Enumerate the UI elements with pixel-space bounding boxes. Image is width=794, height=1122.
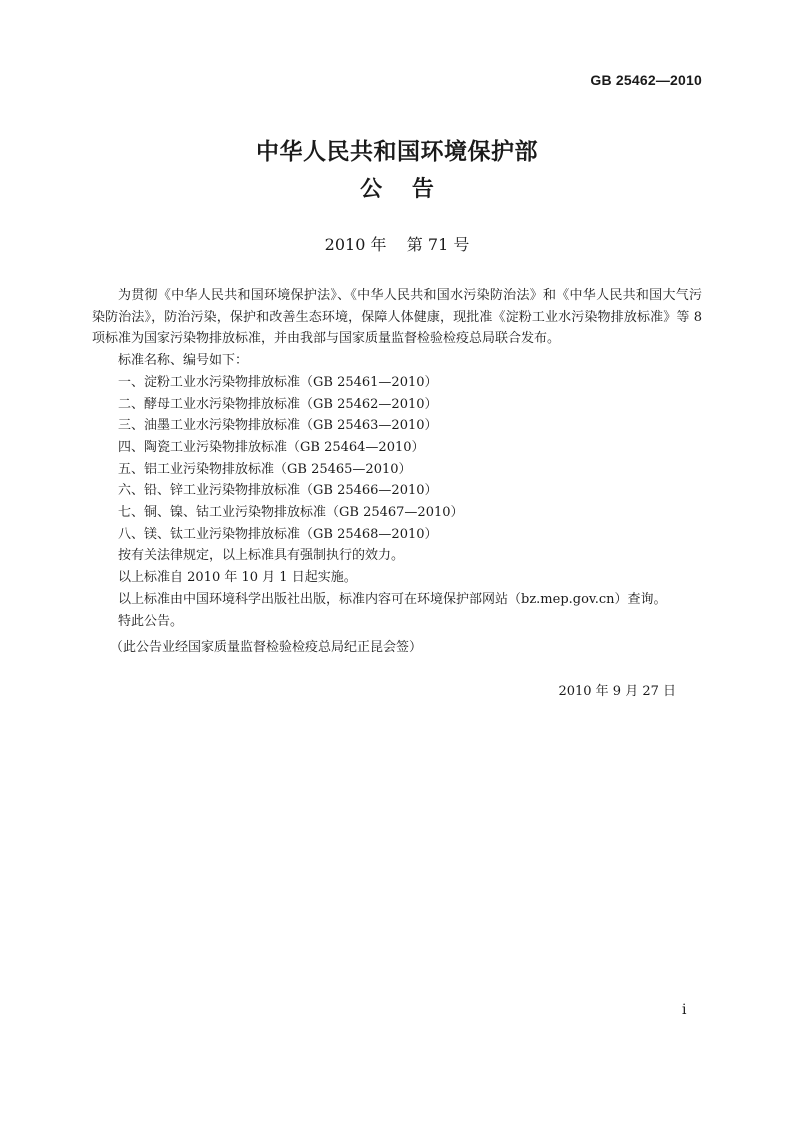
ministry-title: 中华人民共和国环境保护部 (256, 139, 538, 165)
mandatory-statement: 按有关法律规定，以上标准具有强制执行的效力。 (118, 548, 405, 564)
notice-number: 2010 年 第 71 号 (324, 235, 470, 254)
effective-date-statement: 以上标准自 2010 年 10 月 1 日起实施。 (118, 570, 357, 586)
standard-item: 二、酵母工业水污染物排放标准（GB 25462—2010） (118, 396, 438, 412)
page-number: i (682, 1002, 687, 1018)
notice-body (92, 285, 702, 632)
standard-code: GB 25462—2010 (590, 72, 702, 88)
standard-item: 三、油墨工业水污染物排放标准（GB 25463—2010） (118, 418, 438, 434)
notice-title: 公 告 (360, 177, 434, 202)
intro-paragraph: 为贯彻《中华人民共和国环境保护法》、《中华人民共和国水污染防治法》和《中华人民共和国大气污染防治法》，防治污染，保护和改善生态环境，保障人体健康，现批准《淀粉工业水污染物排放标准》等 8 项标准为国家污染物排放标准，并由我部与国家质量监督检验检疫总局联合发布。 (92, 288, 702, 347)
standard-item: 六、铅、锌工业污染物排放标准（GB 25466—2010） (118, 483, 438, 499)
approval-note: （此公告业经国家质量监督检验检疫总局纪正昆会签） (110, 640, 423, 655)
standard-item: 五、铝工业污染物排放标准（GB 25465—2010） (118, 461, 412, 477)
signature-date: 2010 年 9 月 27 日 (558, 684, 676, 699)
standard-item: 四、陶瓷工业污染物排放标准（GB 25464—2010） (118, 439, 425, 455)
list-heading: 标准名称、编号如下： (118, 353, 249, 369)
publisher-statement: 以上标准由中国环境科学出版社出版，标准内容可在环境保护部网站（bz.mep.gov.cn）查询。 (118, 591, 667, 607)
standard-item: 七、铜、镍、钴工业污染物排放标准（GB 25467—2010） (118, 505, 464, 521)
standard-item: 一、淀粉工业水污染物排放标准（GB 25461—2010） (118, 374, 438, 390)
closing-statement: 特此公告。 (118, 613, 184, 629)
standard-item: 八、镁、钛工业污染物排放标准（GB 25468—2010） (118, 526, 438, 542)
